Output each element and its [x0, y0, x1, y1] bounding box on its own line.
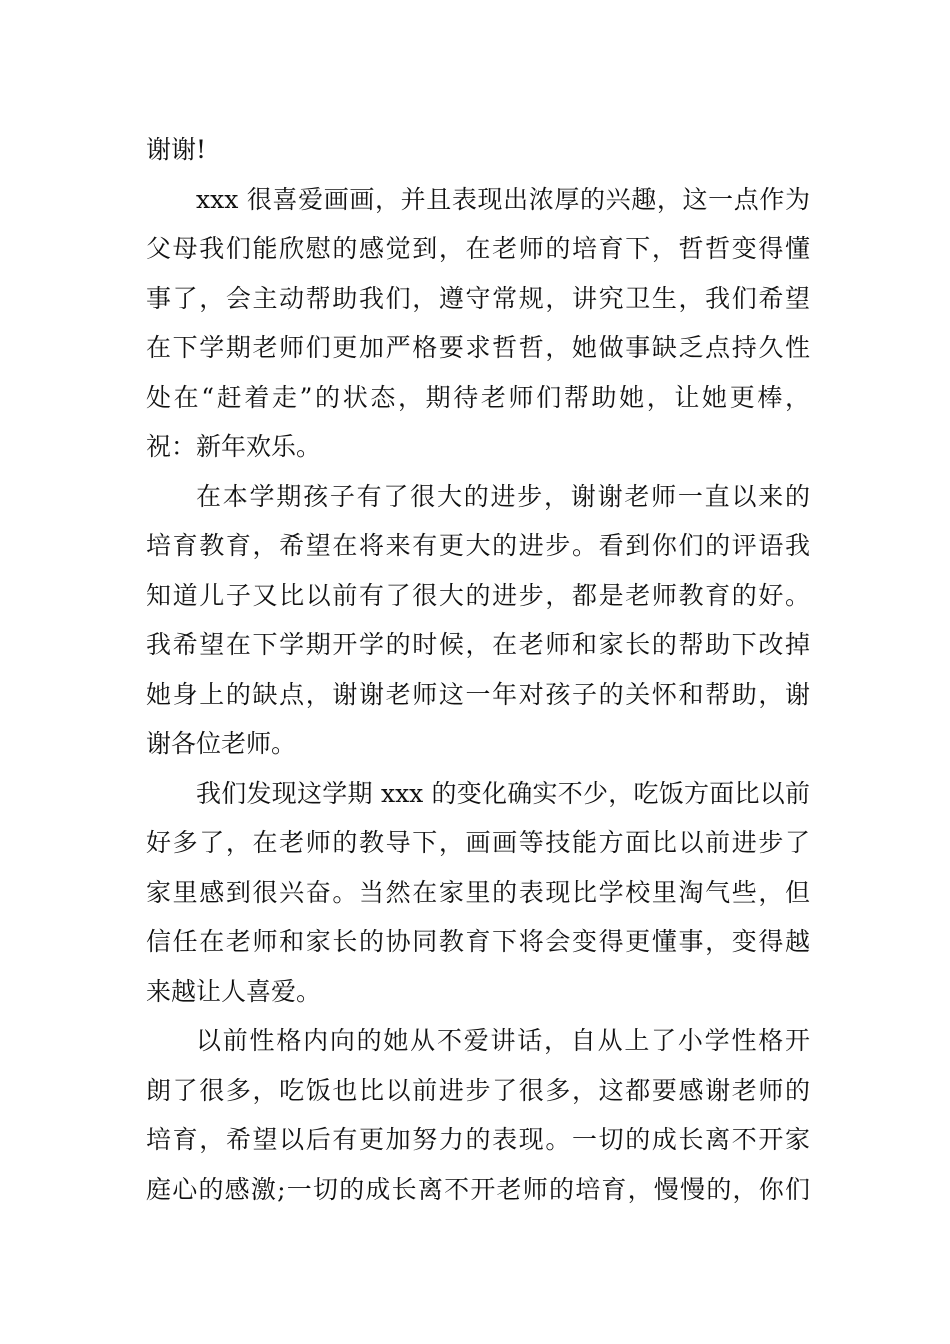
paragraph-line: 处在“赶着走”的状态，期待老师们帮助她，让她更棒，: [146, 382, 810, 412]
paragraph-line: 好多了，在老师的教导下，画画等技能方面比以前进步了: [146, 828, 810, 857]
paragraph-line: 家里感到很兴奋。当然在家里的表现比学校里淘气些，但: [146, 877, 810, 907]
paragraph-thanks: [146, 125, 810, 175]
paragraph-line: 我们发现这学期 xxx 的变化确实不少，吃饭方面比以前: [196, 778, 810, 808]
paragraph-line: 在下学期老师们更加严格要求哲哲，她做事缺乏点持久性: [146, 333, 810, 362]
paragraph-line: 信任在老师和家长的协同教育下将会变得更懂事，变得越: [146, 927, 810, 956]
paragraph-progress: [146, 472, 810, 769]
paragraph-line: 事了，会主动帮助我们，遵守常规，讲究卫生，我们希望: [146, 283, 810, 313]
paragraph-line: 谢各位老师。: [146, 729, 297, 758]
paragraph-line: xxx 很喜爱画画，并且表现出浓厚的兴趣，这一点作为: [196, 184, 810, 214]
paragraph-line: 父母我们能欣慰的感觉到，在老师的培育下，哲哲变得懂: [146, 234, 810, 263]
paragraph-line: 以前性格内向的她从不爱讲话，自从上了小学性格开: [196, 1026, 810, 1055]
paragraph-line: 朗了很多，吃饭也比以前进步了很多，这都要感谢老师的: [146, 1075, 810, 1105]
paragraph-changes: [146, 769, 810, 1017]
paragraph-line: 她身上的缺点，谢谢老师这一年对孩子的关怀和帮助，谢: [146, 679, 810, 709]
document-body: [146, 125, 810, 1214]
paragraph-line: 在本学期孩子有了很大的进步，谢谢老师一直以来的: [196, 481, 810, 511]
paragraph-line: 知道儿子又比以前有了很大的进步，都是老师教育的好。: [146, 580, 810, 610]
paragraph-line: 庭心的感激;一切的成长离不开老师的培育，慢慢的，你们: [146, 1174, 810, 1204]
paragraph-line: 谢谢!: [146, 135, 207, 164]
paragraph-personality: [146, 1016, 810, 1214]
paragraph-line: 培育，希望以后有更加努力的表现。一切的成长离不开家: [146, 1125, 810, 1154]
paragraph-line: 祝：新年欢乐。: [146, 432, 322, 461]
paragraph-drawing-interest: [146, 175, 810, 472]
paragraph-line: 来越让人喜爱。: [146, 976, 322, 1006]
paragraph-line: 我希望在下学期开学的时候，在老师和家长的帮助下改掉: [146, 630, 810, 659]
paragraph-line: 培育教育，希望在将来有更大的进步。看到你们的评语我: [146, 531, 810, 560]
